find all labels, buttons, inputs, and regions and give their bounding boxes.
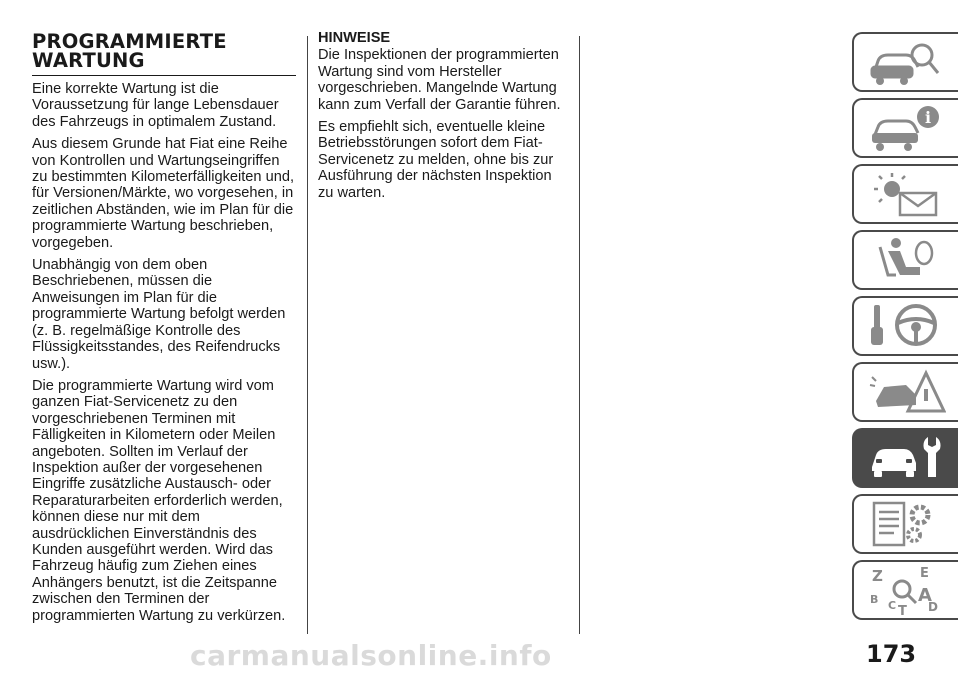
column-divider — [579, 36, 580, 634]
page-number: 173 — [866, 640, 917, 668]
index-letter: E — [920, 566, 929, 581]
svg-text:i: i — [924, 108, 932, 127]
note-title: HINWEISE — [318, 30, 391, 46]
note-paragraph: Es empfiehlt sich, eventuelle kleine Betriebsstörungen sofort dem Fiat-Servicenetz zu melden, ohne bis zur Ausführung der nächsten Inspektion zu warten. — [318, 119, 554, 201]
car-info-icon — [866, 103, 946, 153]
heading-line-2: WARTUNG — [32, 49, 145, 72]
tab-safety[interactable] — [852, 230, 958, 290]
chapter-tabs — [852, 32, 960, 626]
tab-emergency[interactable] — [852, 362, 958, 422]
car-wrench-icon — [866, 433, 946, 483]
index-letter: A — [918, 585, 932, 606]
index-letter: T — [898, 604, 907, 615]
warning-light-message-icon — [866, 169, 946, 219]
tab-maintenance[interactable] — [852, 428, 958, 488]
index-letter: Z — [872, 567, 883, 585]
tab-specifications[interactable] — [852, 494, 958, 554]
left-column — [32, 28, 296, 624]
index-letter: C — [888, 599, 897, 612]
column-divider — [307, 36, 308, 634]
tab-vehicle-knowledge[interactable] — [852, 32, 958, 92]
tab-info[interactable] — [852, 98, 958, 158]
index-letter: D — [928, 600, 938, 614]
right-column — [318, 28, 568, 201]
seat-airbag-icon — [866, 235, 946, 285]
tab-index[interactable] — [852, 560, 958, 620]
paragraph: Unabhängig von dem oben Beschriebenen, müssen die Anweisungen im Plan für die programmierte Wartung befolgt werden (z. B. regelmäßige Kontrolle des Flüssigkeitsstandes, des Reifendrucks usw.). — [32, 257, 286, 372]
index-letter: B — [870, 593, 879, 606]
watermark: carmanualsonline.info — [190, 639, 552, 672]
tab-starting-driving[interactable] — [852, 296, 958, 356]
alphabet-index-icon — [866, 565, 946, 615]
section-heading — [32, 32, 296, 76]
specs-gear-icon — [866, 499, 946, 549]
key-steering-wheel-icon — [866, 301, 946, 351]
car-accident-warning-icon — [866, 367, 946, 417]
car-magnifier-icon — [866, 37, 946, 87]
paragraph: Die programmierte Wartung wird vom ganzen Fiat-Servicenetz zu den vorgeschriebenen Terminen mit Fälligkeiten in Kilometern oder Meilen angeboten. Sollten im Verlauf der Inspektion außer der vorgesehenen Eingriffe zusätzliche Austausch- oder Reparaturarbeiten erforderlich werden, können diese nur mit dem ausdrücklichen Einverständnis des Kunden ausgeführt werden. Wird das Fahrzeug häufig zum Ziehen eines Anhängers benutzt, ist die Zeitspanne zwischen den Terminen der programmierten Wartung zu verkürzen. — [32, 377, 286, 624]
paragraph: Eine korrekte Wartung ist die Voraussetzung für lange Lebensdauer des Fahrzeugs in optimalem Zustand. — [32, 81, 279, 130]
paragraph: Aus diesem Grunde hat Fiat eine Reihe von Kontrollen und Wartungseingriffen zu bestimmten Kilometerfälligkeiten und, für Versionen/Märkte, wo vorgesehen, in zeitlichen Abständen, wie im Plan für die programmierte Wartung beschrieben, vorgegeben. — [32, 136, 295, 251]
tab-warning-lights[interactable] — [852, 164, 958, 224]
heading-line-1: PROGRAMMIERTE — [32, 30, 227, 53]
note-paragraph: Die Inspektionen der programmierten Wartung sind vom Hersteller vorgeschrieben. Mangelnde Wartung kann zum Verfall der Garantie führen. — [318, 47, 561, 113]
